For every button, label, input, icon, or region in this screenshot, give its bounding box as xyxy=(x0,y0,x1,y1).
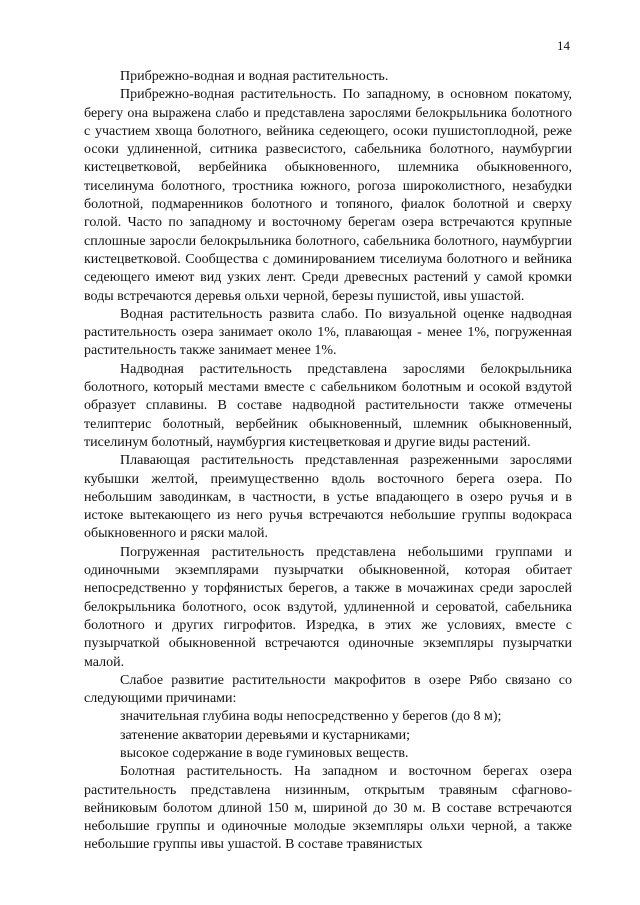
section-heading: Прибрежно-водная и водная растительность. xyxy=(120,69,389,84)
reason-list-item: высокое содержание в воде гуминовых веществ. xyxy=(120,745,409,761)
reason-list-item: значительная глубина воды непосредственно у берегов (до 8 м); xyxy=(120,709,502,725)
reason-list-item: затенение акватории деревьями и кустарниками; xyxy=(120,727,411,743)
paragraph-floating-vegetation: Плавающая растительность представленная разреженными зарослями кубышки желтой, преимущественно вдоль восточного берега озера. По небольшим заводинкам, в частности, в устье впадающего в озеро ручья и в истоке вытекающего из него ручья встречаются небольшие группы водокраса обыкновенного и ряски малой. xyxy=(84,453,572,542)
paragraph-submerged-vegetation: Погруженная растительность представлена небольшими группами и одиночными экземплярами пузырчатки обыкновенной, которая обитает непосредственно у торфянистых берегов, а также в мочажинах среди зарослей белокрыльника болотного, осок вздутой, удлиненной и сероватой, сабельника болотного и других гигрофитов. Изредка, в этих же условиях, вместе с пузырчаткой обыкновенной встречаются одиночные экземпляры пузырчатки малой. xyxy=(84,544,572,670)
paragraph-aquatic-vegetation: Водная растительность развита слабо. По визуальной оценке надводная растительность озера занимает около 1%, плавающая - менее 1%, погруженная растительность также занимает менее 1%. xyxy=(84,306,572,359)
page-number: 14 xyxy=(557,38,570,53)
page-body xyxy=(84,68,572,855)
paragraph-weak-development: Слабое развитие растительности макрофитов в озере Рябо связано со следующими причинами: xyxy=(84,672,572,707)
paragraph-coastal-vegetation: Прибрежно-водная растительность. По западному, в основном покатому, берегу она выражена слабо и представлена зарослями белокрыльника болотного с участием хвоща болотного, вейника седеющего, осоки пушистоплодной, реже осоки удлиненной, ситника развесистого, сабельника болотного, наумбургии кистецветковой, вербейника обыкновенного, шлемника обыкновенного, тиселинума болотного, тростника южного, рогоза широколистного, незабудки болотной, подмаренников болотного и топяного, фиалок болотной и сверху голой. Часто по западному и восточному берегам озера встречаются крупные сплошные заросли белокрыльника болотного, сабельника болотного, наумбургии кистецветковой. Сообщества с доминированием тиселиума болотного и вейника седеющего имеют вид узких лент. Среди древесных растений у самой кромки воды встречаются деревья ольхи черной, березы пушистой, ивы ушастой. xyxy=(84,87,572,304)
paragraph-emergent-vegetation: Надводная растительность представлена зарослями белокрыльника болотного, который местами вместе с сабельником болотным и осокой вздутой образует сплавины. В составе надводной растительности также отмечены телиптерис болотный, вербейник обыкновенный, шлемник обыкновенный, тиселинум болотный, наумбургия кистецветковая и другие виды растений. xyxy=(84,361,572,450)
paragraph-bog-vegetation: Болотная растительность. На западном и восточном берегах озера растительность представлена низинным, открытым травяным сфагново-вейниковым болотом длиной 150 м, шириной до 30 м. В составе встречаются небольшие группы и одиночные молодые экземпляры ольхи черной, а также небольшие группы ивы ушастой. В составе травянистых xyxy=(84,764,572,853)
